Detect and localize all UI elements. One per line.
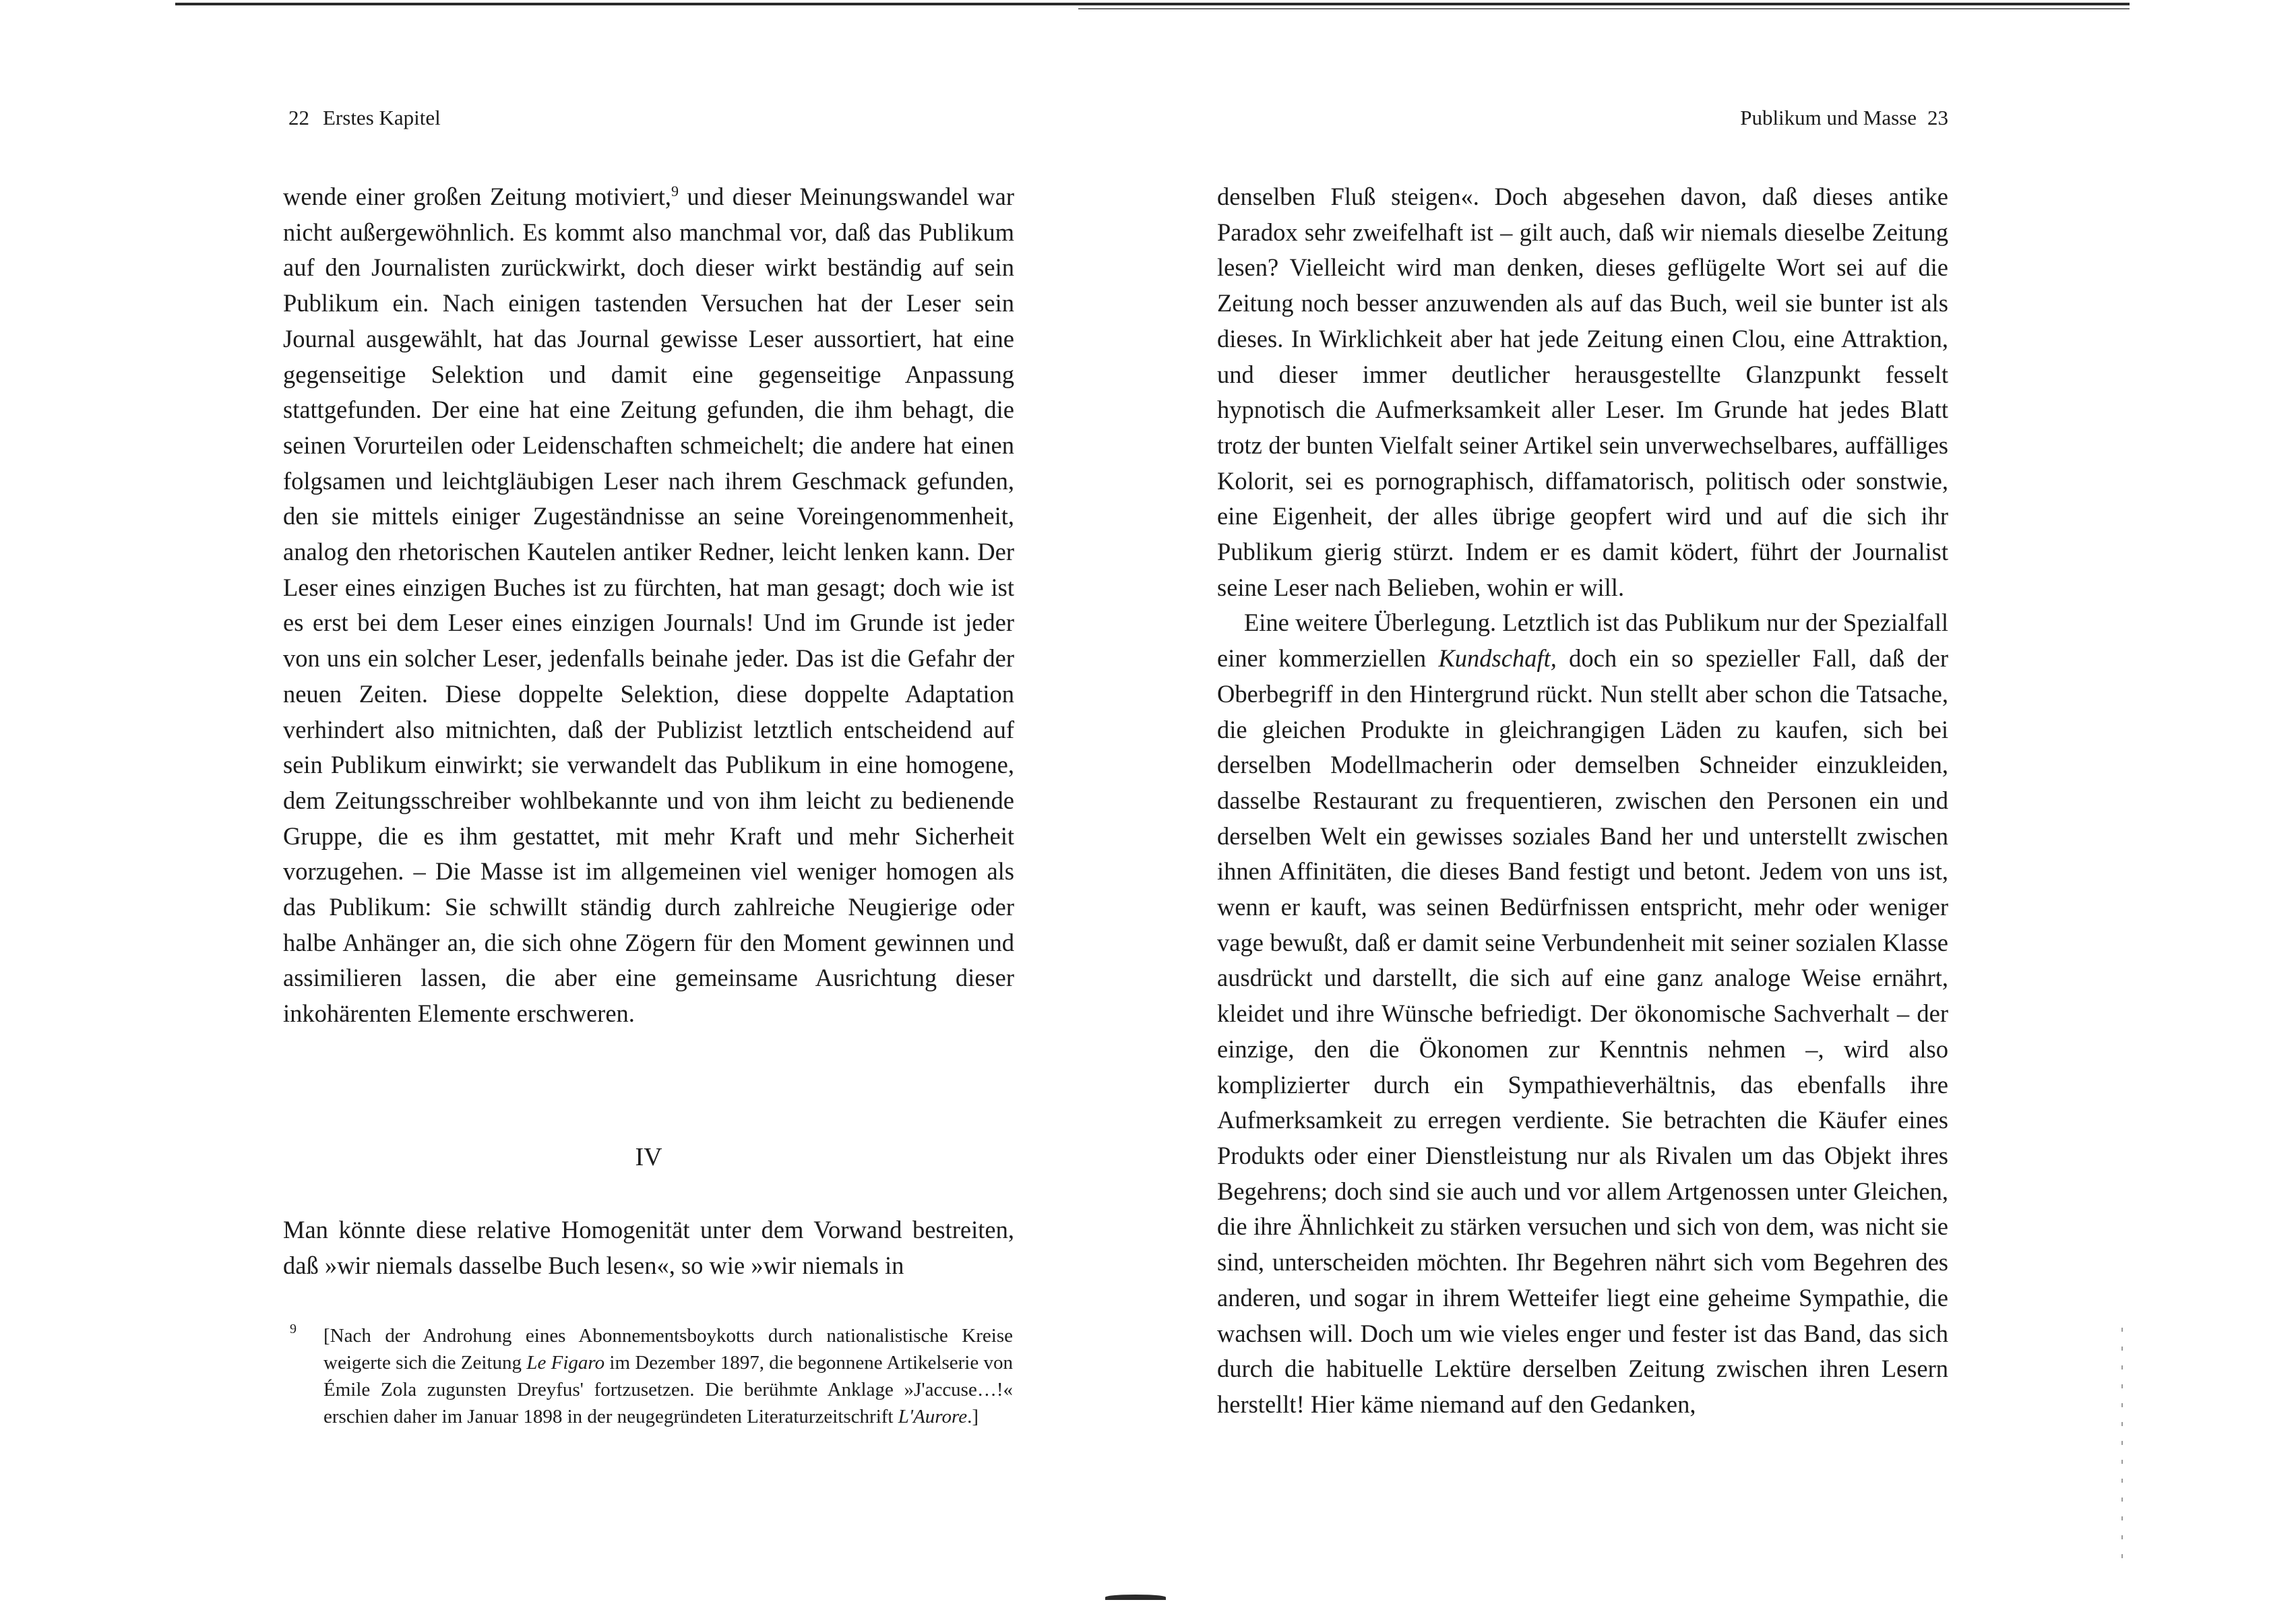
right-text (1217, 179, 1948, 1423)
footnote-reference: 9 (671, 182, 679, 199)
left-paragraph-1-start: wende einer großen Zeitung motiviert, (283, 183, 671, 210)
footnote-part-1: [Nach der Androhung eines Abonnementsboykotts durch nationalistische Kreise weigerte sich die Zeitung (323, 1325, 1013, 1374)
left-paragraph-1-rest: und dieser Meinungswandel war nicht außergewöhnlich. Es kommt also manchmal vor, daß das Publikum auf den Journalisten zurückwirkt, doch dieser wirkt beständig auf sein Publikum ein. Nach einigen tastenden Versuchen hat der Leser sein Journal ausgewählt, hat das Journal gewisse Leser aussortiert, hat eine gegenseitige Selektion und damit eine gegenseitige Anpassung stattgefunden. Der eine hat eine Zeitung gefunden, die ihm behagt, die seinen Vorurteilen oder Leidenschaften schmeichelt; die andere hat einen folgsamen und leichtgläubigen Leser nach ihrem Geschmack gefunden, den sie mittels einiger Zugeständnisse an seine Voreingenommenheit, analog den rhetorischen Kautelen antiker Redner, leicht lenken kann. Der Leser eines einzigen Buches ist zu fürchten, hat man gesagt; doch wie ist es erst bei dem Leser eines einzigen Journals! Und im Grunde ist jeder von uns ein solcher Leser, jedenfalls beinahe jeder. Das ist die Gefahr der neuen Zeiten. Diese doppelte Selektion, diese doppelte Adaptation verhindert also mitnichten, daß der Publizist letztlich entscheidend auf sein Publikum einwirkt; sie verwandelt das Publikum in eine homogene, dem Zeitungsschreiber wohlbekannte und von ihm leicht zu bedienende Gruppe, die es ihm gestattet, mit mehr Kraft und mehr Sicherheit vorzugehen. – Die Masse ist im allgemeinen viel weniger homogen als das Publikum: Sie schwillt ständig durch zahlreiche Neugierige oder halbe Anhänger an, die sich ohne Zögern für den Moment gewinnen und assimilieren lassen, die aber eine gemeinsame Ausrichtung dieser inkohärenten Elemente erschweren. (283, 183, 1014, 1028)
footnote-part-3: .] (967, 1406, 979, 1427)
left-running-head-title: Erstes Kapitel (323, 106, 441, 129)
footnote-title-figaro: Le Figaro (526, 1352, 605, 1374)
right-paragraph-2-emphasis: Kundschaft, (1438, 644, 1557, 673)
scan-binding-mark (1105, 1595, 1166, 1600)
right-paragraph-2 (1217, 605, 1948, 1422)
footnote-part-2: im Dezember 1897, die begonnene Artikelserie von Émile Zola zugunsten Dreyfus' fortzusetzen. Die berühmte Anklage »J'accuse…!« erschien daher im Januar 1898 in der neugegründeten Literaturzeitschrift (323, 1352, 1013, 1427)
right-paragraph-1: denselben Fluß steigen«. Doch abgesehen davon, daß dieses antike Paradox sehr zweifelhaft ist – gilt auch, daß wir niemals dieselbe Zeitung lesen? Vielleicht wird man denken, dieses geflügelte Wort sei auf die Zeitung noch besser anzuwenden als auf das Buch, weil sie bunter ist als dieses. In Wirklichkeit aber hat jede Zeitung einen Clou, eine Attraktion, und dieser immer deutlicher herausgestellte Glanzpunkt fesselt hypnotisch die Aufmerksamkeit aller Leser. Im Grunde hat jedes Blatt trotz der bunten Vielfalt seiner Artikel sein unverwechselbares, auffälliges Kolorit, sei es pornographisch, diffamatorisch, politisch oder sonstwie, eine Eigenheit, der alles übrige geopfert wird und auf die sich ihr Publikum gierig stürzt. Indem er es damit ködert, führt der Journalist seine Leser nach Belieben, wohin er will. (1217, 183, 1948, 601)
scan-top-edge (175, 3, 2130, 5)
section-heading: IV (635, 1143, 662, 1171)
right-running-head (1740, 104, 1948, 131)
left-page-number: 22 (288, 106, 309, 129)
footnote-marker: 9 (290, 1322, 297, 1336)
footnote-text (302, 1322, 1013, 1430)
right-paragraph-2-start: Eine weitere Überlegung. Letztlich ist das Publikum nur der Spezialfall einer kommerziellen (1217, 609, 1948, 673)
scan-margin-artifact (2121, 1328, 2123, 1570)
left-paragraph-1 (283, 179, 1014, 1032)
left-paragraph-2: Man könnte diese relative Homogenität unter dem Vorwand bestreiten, daß »wir niemals dasselbe Buch lesen«, so wie »wir niemals in (283, 1216, 1014, 1279)
left-top-text (283, 179, 1014, 1032)
right-paragraph-2-rest: doch ein so spezieller Fall, daß der Oberbegriff in den Hintergrund rückt. Nun stellt aber schon die Tatsache, die gleichen Produkte in gleichrangigen Läden zu kaufen, sich bei derselben Modellmacherin oder demselben Schneider einzukleiden, dasselbe Restaurant zu frequentieren, zwischen den Personen ein und derselben Welt ein gewisses soziales Band her und unterstellt zwischen ihnen Affinitäten, die dieses Band festigt und betont. Jedem von uns ist, wenn er kauft, was seinen Bedürfnissen entspricht, mehr oder weniger vage bewußt, daß er damit seine Verbundenheit mit seiner sozialen Klasse ausdrückt und darstellt, die sich auf eine ganz analoge Weise ernährt, kleidet und ihre Wünsche befriedigt. Der ökonomische Sachverhalt – der einzige, den die Ökonomen zur Kenntnis nehmen –, wird also komplizierter durch ein Sympathieverhältnis, das ebenfalls ihre Aufmerksamkeit zu erregen verdiente. Sie betrachten die Käufer eines Produkts oder einer Dienstleistung nur als Rivalen um das Objekt ihres Begehrens; doch sind sie auch und vor allem Artgenossen unter Gleichen, die ihre Ähnlichkeit zu stärken versuchen und sich von dem, was nicht sie sind, unterscheiden möchten. Ihr Begehren nährt sich vom Begehren des anderen, und sogar in ihrem Wetteifer liegt eine geheime Sympathie, die wachsen will. Doch um wie vieles enger und fester ist das Band, das sich durch die habituelle Lektüre derselben Zeitung zwischen ihren Lesern herstellt! Hier käme niemand auf den Gedanken, (1217, 644, 1948, 1418)
footnote-title-aurore: L'Aurore (898, 1406, 968, 1427)
right-running-head-title: Publikum und Masse (1740, 106, 1917, 129)
left-bottom-text (283, 1212, 1014, 1283)
left-running-head (288, 104, 441, 131)
footnote (290, 1322, 1013, 1430)
scan-top-edge-line (1078, 8, 2130, 9)
right-page-number: 23 (1927, 106, 1948, 129)
